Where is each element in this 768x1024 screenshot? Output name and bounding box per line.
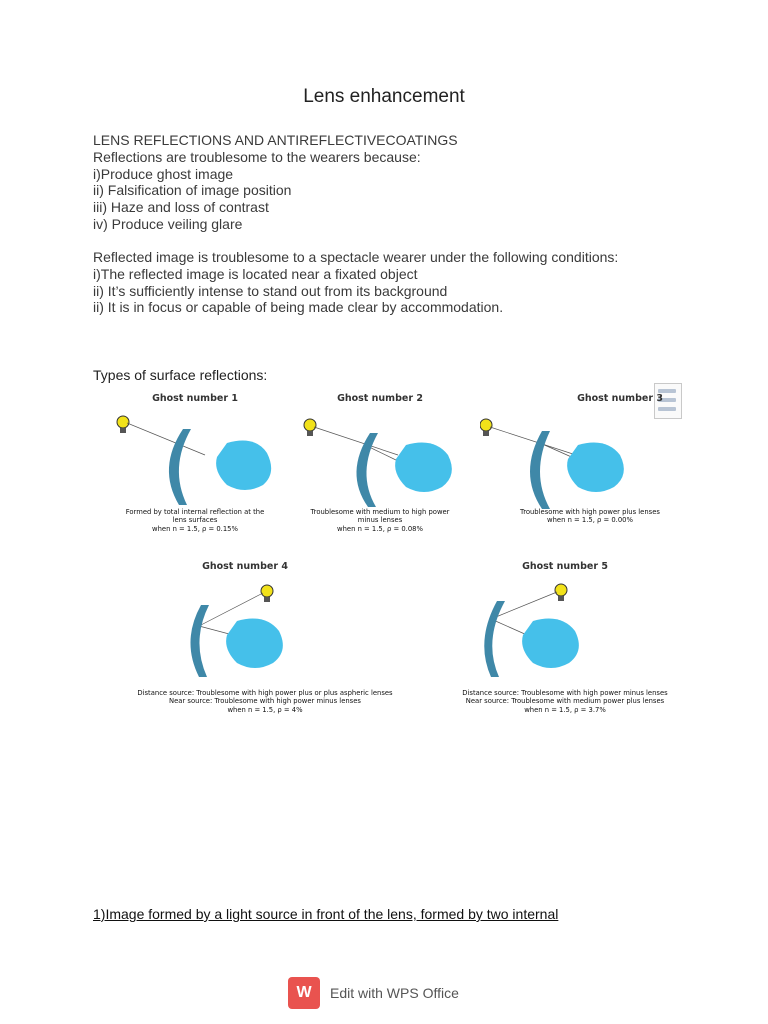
light-bulb-icon: [261, 585, 273, 602]
ghost-diagram-3: [480, 393, 680, 553]
eye-shape: [226, 619, 283, 668]
ghost-caption: Distance source: Troublesome with high power plus or plus aspheric lenses Near source: Troublesome with high power minus lenses when n = 1.5, ρ = 4%: [137, 689, 393, 714]
condition-item: ii) It’s sufficiently intense to stand out from its background: [93, 282, 448, 299]
lens-shape: [484, 601, 505, 677]
lens-shape: [169, 429, 191, 505]
wps-logo-icon: W: [288, 977, 320, 1009]
lens-shape: [190, 605, 209, 677]
ghost-title: Ghost number 1: [152, 393, 238, 404]
ghost-title: Ghost number 5: [522, 561, 608, 572]
eye-shape: [567, 443, 624, 492]
lens-shape: [530, 431, 550, 509]
ghost-panel-5: [435, 561, 695, 721]
edit-with-wps-button[interactable]: [288, 977, 459, 1009]
ghost-panel-4: [115, 561, 415, 721]
light-bulb-icon: [304, 419, 316, 436]
conditions-intro: Reflected image is troublesome to a spectacle wearer under the following conditions:: [93, 249, 619, 265]
reason-item: iii) Haze and loss of contrast: [93, 199, 269, 216]
light-bulb-icon: [555, 584, 567, 601]
condition-item: ii) It is in focus or capable of being made clear by accommodation.: [93, 299, 504, 316]
ghost-images-figure: [95, 381, 685, 741]
light-bulb-icon: [480, 419, 492, 436]
document-title: Lens enhancement: [303, 86, 465, 107]
wps-label: Edit with WPS Office: [330, 985, 459, 1001]
numbered-paragraph-start: 1)Image formed by a light source in front of the lens, formed by two internal: [93, 906, 559, 922]
eye-shape: [216, 441, 271, 490]
eye-shape: [395, 443, 452, 492]
ghost-title: Ghost number 4: [202, 561, 288, 572]
eye-shape: [522, 619, 579, 668]
ghost-title: Ghost number 3: [577, 393, 663, 404]
condition-item: i)The reflected image is located near a fixated object: [93, 265, 418, 282]
ghost-caption: Troublesome with medium to high power minus lenses when n = 1.5, ρ = 0.08%: [310, 508, 450, 533]
reason-item: i)Produce ghost image: [93, 165, 234, 182]
types-heading: Types of surface reflections:: [93, 367, 268, 383]
ghost-panel-1: [95, 393, 295, 553]
reflections-paragraph: [93, 132, 458, 233]
reason-item: iv) Produce veiling glare: [93, 215, 243, 232]
ghost-panel-2: [280, 393, 480, 553]
ghost-title: Ghost number 2: [337, 393, 423, 404]
ghost-caption: Formed by total internal reflection at the lens surfaces when n = 1.5, ρ = 0.15%: [125, 508, 265, 533]
conditions-paragraph: [93, 249, 618, 316]
reason-item: ii) Falsification of image position: [93, 182, 292, 199]
ghost-caption: Troublesome with high power plus lenses when n = 1.5, ρ = 0.00%: [520, 508, 660, 525]
lens-shape: [356, 433, 378, 507]
reasons-intro: Reflections are troublesome to the wearers because:: [93, 148, 421, 165]
light-bulb-icon: [117, 416, 129, 433]
ghost-caption: Distance source: Troublesome with high power minus lenses Near source: Troublesome with medium power plus lenses when n = 1.5, ρ = 3.7%: [462, 689, 668, 714]
ghost-panel-3: [480, 393, 680, 553]
section-heading: LENS REFLECTIONS AND ANTIREFLECTIVECOATINGS: [93, 132, 458, 148]
